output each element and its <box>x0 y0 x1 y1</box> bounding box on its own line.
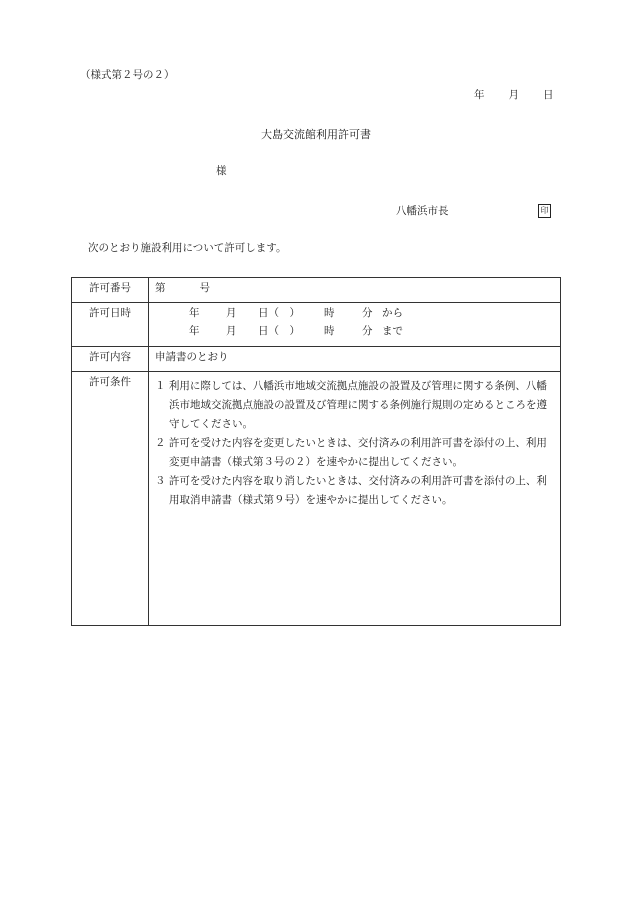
issue-date <box>474 90 554 101</box>
permit-number-label: 許可番号 <box>72 278 149 303</box>
dt-minute: 分 <box>362 307 373 319</box>
intro-sentence: 次のとおり施設利用について許可します。 <box>88 242 287 254</box>
permit-number-suffix: 号 <box>199 282 210 294</box>
datetime-end-line <box>155 326 560 344</box>
permit-table <box>71 277 561 626</box>
table-row <box>72 278 561 303</box>
dt-month: 月 <box>226 325 237 337</box>
permit-conditions-value <box>149 372 561 626</box>
addressee-honorific: 様 <box>216 165 227 177</box>
conditions-list <box>155 377 560 510</box>
seal-mark: 印 <box>538 204 551 218</box>
datetime-start-line <box>155 308 560 326</box>
table-row <box>72 347 561 372</box>
table-row <box>72 303 561 347</box>
condition-item: ２ 許可を受けた内容を変更したいときは、交付済みの利用許可書を添付の上、利用変更申請書（様式第３号の２）を速やかに提出してください。 <box>155 437 547 468</box>
permit-content-value: 申請書のとおり <box>149 347 561 372</box>
document-title: 大島交流館利用許可書 <box>261 128 371 141</box>
dt-year: 年 <box>189 307 200 319</box>
dt-minute: 分 <box>362 325 373 337</box>
issuer-name: 八幡浜市長 <box>396 205 449 217</box>
dt-hour: 時 <box>324 307 335 319</box>
permit-number-prefix: 第 <box>155 282 166 294</box>
date-day-label: 日 <box>543 89 554 101</box>
dt-tail: から <box>382 307 403 319</box>
form-number: （様式第２号の２） <box>80 69 175 81</box>
permit-datetime-label: 許可日時 <box>72 303 149 347</box>
condition-item: ３ 許可を受けた内容を取り消したいときは、交付済みの利用許可書を添付の上、利用取消申請書（様式第９号）を速やかに提出してください。 <box>155 475 547 506</box>
dt-day: 日（ ） <box>258 307 300 319</box>
dt-tail: まで <box>382 325 403 337</box>
dt-day: 日（ ） <box>258 325 300 337</box>
permit-content-label: 許可内容 <box>72 347 149 372</box>
table-row <box>72 372 561 626</box>
dt-month: 月 <box>226 307 237 319</box>
permit-datetime-value <box>149 303 561 347</box>
dt-year: 年 <box>189 325 200 337</box>
dt-hour: 時 <box>324 325 335 337</box>
permit-number-value <box>149 278 561 303</box>
date-year-label: 年 <box>474 89 485 101</box>
date-month-label: 月 <box>508 89 519 101</box>
condition-item: １ 利用に際しては、八幡浜市地域交流拠点施設の設置及び管理に関する条例、八幡浜市地域交流拠点施設の設置及び管理に関する条例施行規則の定めるところを遵守してください。 <box>155 380 547 430</box>
permit-conditions-label: 許可条件 <box>72 372 149 626</box>
